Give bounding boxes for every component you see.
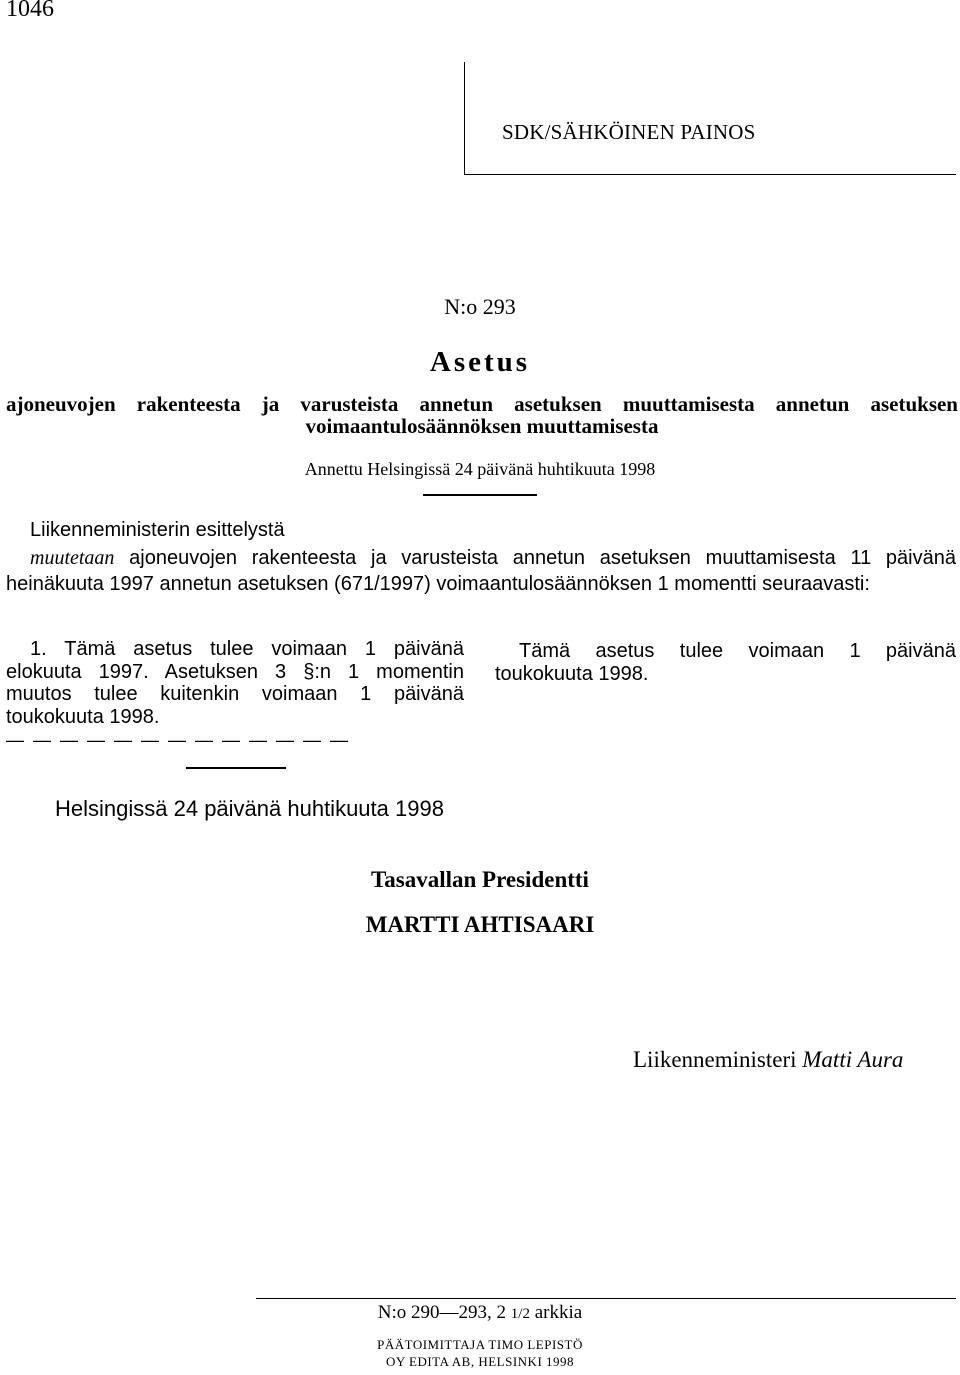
title-separator-rule (423, 494, 537, 496)
president-title: Tasavallan Presidentti (371, 867, 589, 892)
presenter-line: Liikenneministerin esittelystä (30, 519, 285, 541)
footer-sheets-label: arkkia (529, 1302, 583, 1323)
footer-sheets-fraction: 1/2 (510, 1306, 530, 1322)
edition-label: SDK/SÄHKÖINEN PAINOS (502, 120, 756, 144)
decree-paragraph (6, 545, 956, 597)
minister-title: Liikenneministeri (633, 1047, 797, 1072)
document-type: Asetus (429, 346, 531, 378)
edition-box (464, 62, 956, 175)
president-name: MARTTI AHTISAARI (365, 912, 595, 937)
footer-publisher: OY EDITA AB, HELSINKI 1998 (385, 1354, 575, 1369)
footer-range: N:o 290—293, 2 (377, 1302, 511, 1323)
section-end-rule (186, 767, 286, 769)
decree-text: ajoneuvojen rakenteesta ja varusteista annetun asetuksen muuttamisesta 11 päivänä heinäkuuta 1997 annetun asetuksen (671/1997) voimaantulosäännöksen 1 momentti seuraavasti: (6, 547, 956, 595)
footer-issue-range (0, 1302, 960, 1324)
document-number: N:o 293 (444, 294, 516, 319)
document-title: ajoneuvojen rakenteesta ja varusteista annetun asetuksen muuttamisesta annetun asetuksen voimaantulosäännöksen muuttamisesta (6, 392, 958, 438)
issued-line: Annettu Helsingissä 24 päivänä huhtikuuta 1998 (304, 459, 656, 479)
decree-verb: muutetaan (30, 547, 115, 569)
footer-editor: PÄÄTOIMITTAJA TIMO LEPISTÖ (377, 1337, 583, 1352)
omission-dashes: — — — — — — — — — — — — — (6, 730, 351, 750)
place-date: Helsingissä 24 päivänä huhtikuuta 1998 (55, 796, 444, 821)
minister-name: Matti Aura (802, 1047, 904, 1072)
section-left: 1. Tämä asetus tulee voimaan 1 päivänä elokuuta 1997. Asetuksen 3 §:n 1 momentin muutos tulee kuitenkin voimaan 1 päivänä toukokuuta 1998. (6, 638, 464, 728)
page-number: 1046 (6, 0, 54, 22)
section-right: Tämä asetus tulee voimaan 1 päivänä toukokuuta 1998. (495, 640, 956, 685)
footer-rule (256, 1298, 956, 1299)
minister-signature (633, 1047, 903, 1073)
